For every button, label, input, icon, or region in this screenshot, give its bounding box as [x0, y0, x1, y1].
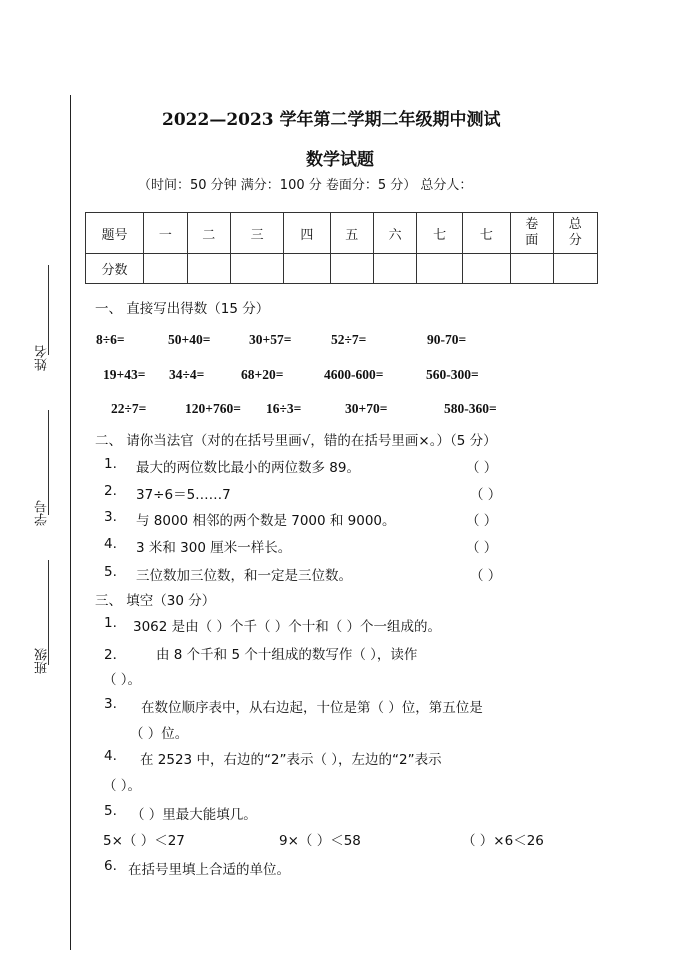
judge-item-number: 1.: [104, 456, 117, 472]
score-cell: [511, 254, 553, 284]
score-header-cell: 卷 面: [511, 213, 553, 254]
judge-item-text: 3 米和 300 厘米一样长。: [136, 540, 292, 556]
score-header-cell: 五: [330, 213, 373, 254]
score-header-cell: 七: [417, 213, 462, 254]
fill-item-text: 在数位顺序表中，从右边起，十位是第（ ）位，第五位是: [141, 700, 483, 716]
score-header-cell: 六: [373, 213, 416, 254]
inequality-item: 5×（ ）＜27: [103, 833, 185, 849]
score-table-score-row: [86, 254, 598, 284]
judge-item-number: 2.: [104, 483, 117, 499]
calc-item: 52÷7=: [331, 332, 367, 347]
judge-item-number: 5.: [104, 564, 117, 580]
calc-item: 16÷3=: [266, 401, 302, 416]
student-id-label: 学号: [35, 500, 50, 526]
fill-item-number: 5.: [104, 803, 117, 819]
score-cell: [230, 254, 283, 284]
exam-title: 2022—2023 学年第二学期二年级期中测试: [162, 110, 501, 130]
fill-item-number: 1.: [104, 615, 117, 631]
fill-item-text-continued: （ ）。: [103, 778, 142, 794]
calc-item: 4600-600=: [324, 367, 384, 382]
judge-item-text: 三位数加三位数，和一定是三位数。: [136, 568, 352, 584]
score-cell: [553, 254, 597, 284]
judge-item-text: 与 8000 相邻的两个数是 7000 和 9000。: [136, 513, 396, 529]
calc-item: 560-300=: [426, 367, 479, 382]
inequality-item: 9×（ ）＜58: [279, 833, 361, 849]
calc-item: 50+40=: [168, 332, 211, 347]
score-header-cell: 二: [187, 213, 230, 254]
fill-item-text-continued: （ ）。: [103, 672, 142, 688]
fill-item-text: 由 8 个千和 5 个十组成的数写作（ ），读作: [156, 647, 418, 663]
section1-title: 一、 直接写出得数（15 分）: [95, 301, 270, 317]
binding-margin-line: [70, 95, 71, 950]
score-cell: [284, 254, 330, 284]
calc-item: 120+760=: [185, 401, 241, 416]
fill-item-text: 在括号里填上合适的单位。: [128, 862, 290, 878]
score-header-cell: 一: [144, 213, 187, 254]
fill-item-text-continued: （ ）位。: [130, 726, 189, 742]
judge-item-text: 37÷6＝5……7: [136, 487, 231, 503]
calc-item: 68+20=: [241, 367, 284, 382]
exam-subtitle: 数学试题: [306, 150, 374, 170]
inequality-item: （ ）×6＜26: [462, 833, 544, 849]
judge-answer-bracket[interactable]: （ ）: [466, 460, 498, 476]
calc-item: 580-360=: [444, 401, 497, 416]
score-cell: [144, 254, 187, 284]
section2-title: 二、 请你当法官（对的在括号里画√，错的在括号里画×。）（5 分）: [95, 433, 497, 449]
score-header-cell: 总 分: [553, 213, 597, 254]
score-header-cell: 三: [230, 213, 283, 254]
score-table-header-row: [86, 213, 598, 254]
fill-item-number: 4.: [104, 748, 117, 764]
score-cell: [373, 254, 416, 284]
exam-info: （时间：50 分钟 满分：100 分 卷面分：5 分） 总分人：: [138, 178, 473, 193]
section3-title: 三、 填空（30 分）: [95, 593, 216, 609]
judge-item-text: 最大的两位数比最小的两位数多 89。: [136, 460, 360, 476]
fill-item-number: 2．: [104, 647, 127, 663]
score-table: [85, 212, 598, 284]
fill-item-text: 在 2523 中，右边的“2”表示（ ），左边的“2”表示: [140, 752, 442, 768]
name-field-underline: [48, 265, 49, 355]
score-cell: [187, 254, 230, 284]
calc-item: 19+43=: [103, 367, 146, 382]
score-row-label: 分数: [86, 254, 144, 284]
calc-item: 30+70=: [345, 401, 388, 416]
score-header-cell: 七: [462, 213, 510, 254]
fill-item-number: 3.: [104, 696, 117, 712]
score-cell: [462, 254, 510, 284]
calc-item: 90-70=: [427, 332, 467, 347]
calc-item: 30+57=: [249, 332, 292, 347]
judge-item-number: 4.: [104, 536, 117, 552]
calc-item: 34÷4=: [169, 367, 205, 382]
name-label: 姓名: [35, 345, 50, 371]
judge-answer-bracket[interactable]: （ ）: [470, 487, 502, 503]
judge-answer-bracket[interactable]: （ ）: [466, 513, 498, 529]
fill-item-text: 3062 是由（ ）个千（ ）个十和（ ）个一组成的。: [133, 619, 442, 635]
calc-item: 8÷6=: [96, 332, 125, 347]
score-cell: [330, 254, 373, 284]
judge-answer-bracket[interactable]: （ ）: [470, 568, 502, 584]
calc-item: 22÷7=: [111, 401, 147, 416]
score-header-cell: 题号: [86, 213, 144, 254]
fill-item-number: 6.: [104, 858, 117, 874]
judge-item-number: 3.: [104, 509, 117, 525]
judge-answer-bracket[interactable]: （ ）: [466, 540, 498, 556]
class-label: 班级: [35, 648, 50, 674]
fill-item-text: （ ）里最大能填几。: [131, 807, 257, 823]
score-header-cell: 四: [284, 213, 330, 254]
score-cell: [417, 254, 462, 284]
